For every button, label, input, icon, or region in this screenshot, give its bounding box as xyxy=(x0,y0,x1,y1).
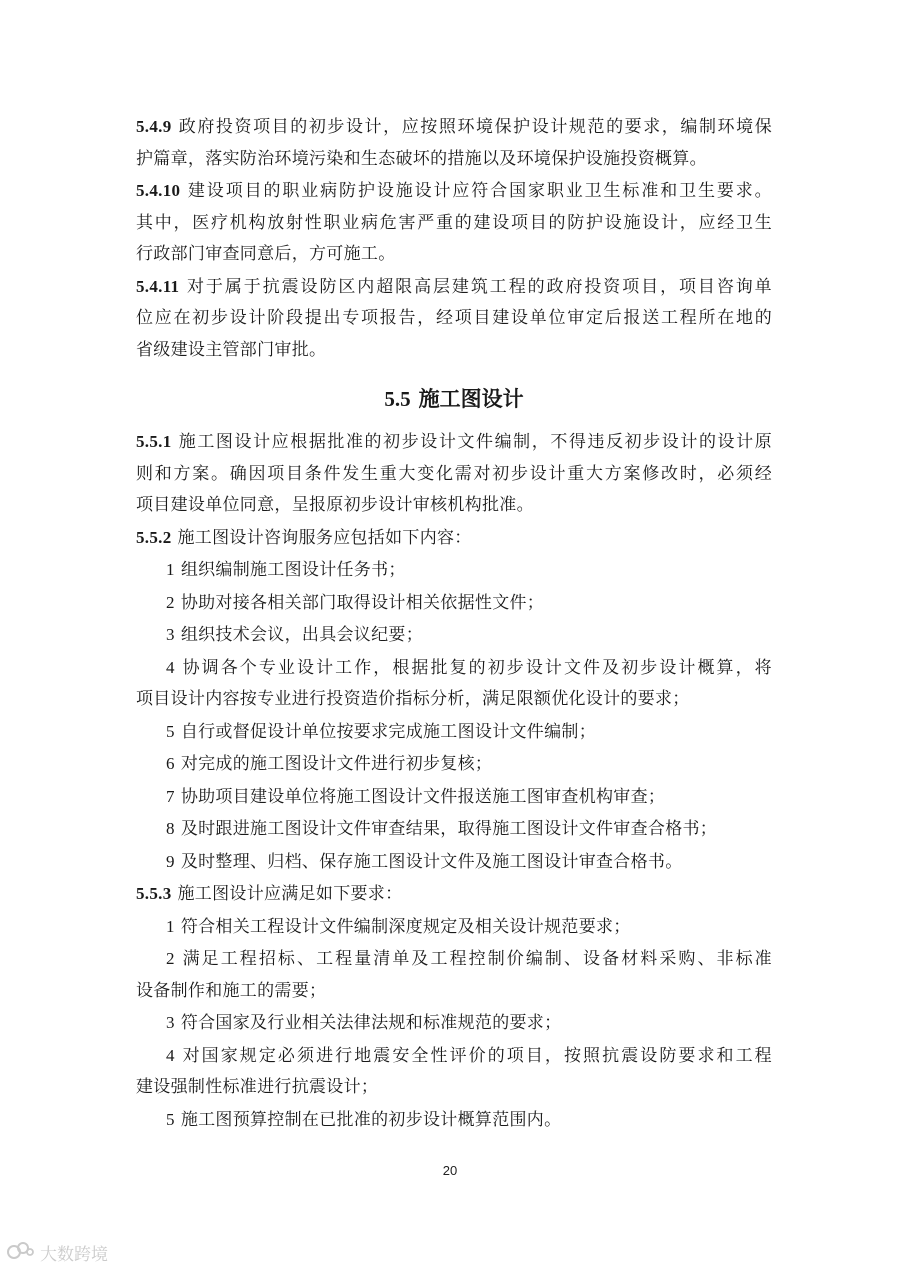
list-item-number: 6 xyxy=(166,754,175,773)
list-item-number: 2 xyxy=(166,949,175,968)
list-item-text: 及时跟进施工图设计文件审查结果，取得施工图设计文件审查合格书； xyxy=(180,819,718,839)
list-item-text: 对国家规定必须进行地震安全性评价的项目，按照抗震设防要求和工程 xyxy=(180,1045,772,1066)
list-item-text: 符合国家及行业相关法律法规和标准规范的要求； xyxy=(180,1013,562,1033)
list-item-text: 组织技术会议，出具会议纪要； xyxy=(180,625,424,645)
clause-text: 施工图设计应根据批准的初步设计文件编制，不得违反初步设计的设计原 xyxy=(177,432,772,452)
list-item xyxy=(136,813,772,846)
list-item xyxy=(136,587,772,620)
watermark xyxy=(6,1240,108,1265)
clause-text: 施工图设计咨询服务应包括如下内容： xyxy=(177,527,472,548)
list-item-number: 8 xyxy=(166,819,175,838)
list-item-number: 1 xyxy=(166,560,175,579)
clause-number: 5.5.2 xyxy=(136,527,172,547)
clause-5-4-10-line-3: 行政部门审查同意后，方可施工。 xyxy=(136,244,396,264)
clause-5-5-1-line-1 xyxy=(136,426,772,459)
clause-text: 政府投资项目的初步设计，应按照环境保护设计规范的要求，编制环境保 xyxy=(177,117,772,137)
list-item-continuation: 项目设计内容按专业进行投资造价指标分析，满足限额优化设计的要求； xyxy=(136,689,690,709)
list-item xyxy=(136,619,772,652)
list-item-text: 协助对接各相关部门取得设计相关依据性文件； xyxy=(180,592,545,613)
section-number: 5.5 xyxy=(384,387,411,411)
list-item-text: 组织编制施工图设计任务书； xyxy=(180,560,406,580)
clause-5-5-1-line-2: 则和方案。确因项目条件发生重大变化需对初步设计重大方案修改时，必须经 xyxy=(136,463,772,484)
watermark-text: 大数跨境 xyxy=(40,1245,108,1265)
list-item xyxy=(136,911,772,944)
list-item-text: 对完成的施工图设计文件进行初步复核； xyxy=(180,754,493,774)
brand-logo-icon xyxy=(6,1240,40,1265)
clause-text: 对于属于抗震设防区内超限高层建筑工程的政府投资项目，项目咨询单 xyxy=(185,276,772,297)
list-item-number: 5 xyxy=(166,1109,175,1129)
clause-number: 5.4.11 xyxy=(136,276,180,296)
list-item xyxy=(136,1007,772,1040)
list-item-text: 协助项目建设单位将施工图设计文件报送施工图审查机构审查； xyxy=(180,786,666,807)
clause-number: 5.4.9 xyxy=(136,117,172,136)
clause-5-5-3-intro xyxy=(136,878,772,911)
clause-5-4-11-line-2: 位应在初步设计阶段提出专项报告，经项目建设单位审定后报送工程所在地的 xyxy=(136,308,772,328)
list-item-number: 4 xyxy=(166,657,175,677)
clause-number: 5.4.10 xyxy=(136,181,181,200)
list-item-number: 9 xyxy=(166,851,175,871)
list-item-number: 1 xyxy=(166,916,175,936)
clause-5-4-10-line-2: 其中，医疗机构放射性职业病危害严重的建设项目的防护设施设计，应经卫生 xyxy=(136,212,772,233)
clause-text: 施工图设计应满足如下要求： xyxy=(177,884,403,904)
list-item-text: 满足工程招标、工程量清单及工程控制价编制、设备材料采购、非标准 xyxy=(180,949,772,969)
clause-5-4-9-line-2: 护篇章，落实防治环境污染和生态破坏的措施以及环境保护设施投资概算。 xyxy=(136,148,707,169)
clause-5-4-10-line-1 xyxy=(136,175,772,208)
list-item-text: 及时整理、归档、保存施工图设计文件及施工图设计审查合格书。 xyxy=(180,851,683,872)
section-title: 施工图设计 xyxy=(418,386,524,411)
list-item xyxy=(136,846,772,879)
list-item xyxy=(136,554,772,587)
list-item-number: 5 xyxy=(166,721,175,741)
list-item-text: 符合相关工程设计文件编制深度规定及相关设计规范要求； xyxy=(180,916,631,937)
list-item-number: 7 xyxy=(166,786,175,806)
list-item-number: 4 xyxy=(166,1045,175,1065)
list-item xyxy=(136,1104,772,1137)
list-item-continuation: 设备制作和施工的需要； xyxy=(136,980,327,1001)
page-content xyxy=(136,111,772,1136)
clause-number: 5.5.3 xyxy=(136,884,172,903)
list-item xyxy=(136,748,772,781)
page-number: 20 xyxy=(442,1163,458,1178)
list-item-number: 3 xyxy=(166,1013,175,1032)
clause-text: 建设项目的职业病防护设施设计应符合国家职业卫生标准和卫生要求。 xyxy=(186,181,772,201)
list-item xyxy=(136,943,772,976)
list-item xyxy=(136,1040,772,1073)
list-item-number: 3 xyxy=(166,625,175,644)
clause-5-4-11-line-1 xyxy=(136,271,772,304)
list-item-text: 协调各个专业设计工作，根据批复的初步设计文件及初步设计概算，将 xyxy=(180,657,772,678)
list-item-number: 2 xyxy=(166,592,175,612)
clause-5-4-11-line-3: 省级建设主管部门审批。 xyxy=(136,339,327,360)
clause-number: 5.5.1 xyxy=(136,432,172,451)
list-item-continuation: 建设强制性标准进行抗震设计； xyxy=(136,1077,379,1097)
section-heading xyxy=(136,383,772,415)
list-item-text: 施工图预算控制在已批准的初步设计概算范围内。 xyxy=(180,1109,562,1130)
list-item xyxy=(136,781,772,814)
list-item xyxy=(136,716,772,749)
clause-5-5-2-intro xyxy=(136,522,772,555)
clause-5-4-9-line-1 xyxy=(136,111,772,144)
list-item xyxy=(136,652,772,685)
clause-5-5-1-line-3: 项目建设单位同意，呈报原初步设计审核机构批准。 xyxy=(136,495,534,515)
list-item-text: 自行或督促设计单位按要求完成施工图设计文件编制； xyxy=(180,721,597,742)
